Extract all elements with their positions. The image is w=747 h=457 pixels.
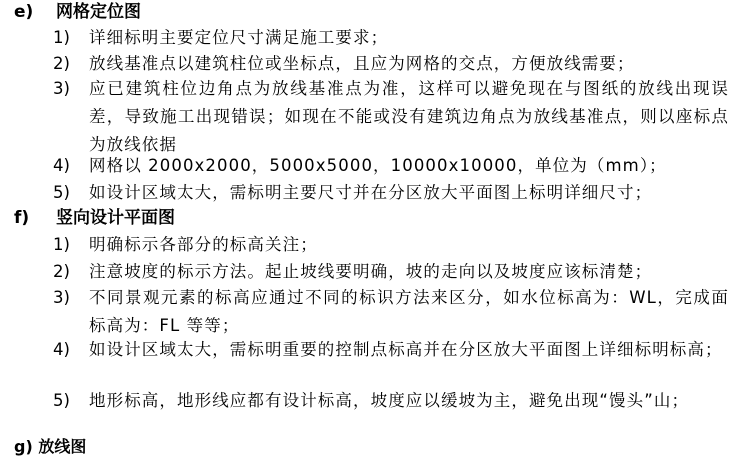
item-number: 1): [53, 235, 70, 254]
list-item: [53, 231, 729, 259]
list-item: [53, 50, 729, 78]
item-number: 4): [53, 340, 70, 359]
list-item: [53, 387, 729, 415]
list-item: [53, 75, 729, 159]
item-text: 不同景观元素的标高应通过不同的标识方法来区分，如水位标高为：WL，完成面标高为：FL 等等；: [89, 288, 729, 335]
list-item: [53, 152, 729, 180]
item-text: 如设计区域太大，需标明主要尺寸并在分区放大平面图上标明详细尺寸；: [89, 183, 653, 202]
item-number: 2): [53, 262, 70, 281]
item-text: 应已建筑柱位边角点为放线基准点为准，这样可以避免现在与图纸的放线出现误差，导致施工出现错误；如现在不能或没有建筑边角点为放线基准点，则以座标点为放线依据: [89, 79, 729, 154]
next-section-heading-partial: g) 放线图: [14, 437, 87, 456]
section-heading-f: [14, 206, 175, 230]
item-number: 3): [53, 79, 70, 98]
list-item: [53, 284, 729, 340]
item-number: 3): [53, 288, 70, 307]
list-item: [53, 258, 729, 286]
item-number: 5): [53, 391, 70, 410]
item-number: 2): [53, 54, 70, 73]
section-heading-e: [14, 0, 141, 24]
item-text: 放线基准点以建筑柱位或坐标点，且应为网格的交点，方便放线需要；: [89, 54, 635, 73]
item-text: 注意坡度的标示方法。起止坡线要明确，坡的走向以及坡度应该标清楚；: [89, 262, 653, 281]
item-text: 明确标示各部分的标高关注；: [89, 235, 318, 254]
list-item: [53, 179, 729, 207]
item-number: 1): [53, 28, 70, 47]
item-text: 地形标高，地形线应都有设计标高，坡度应以缓坡为主，避免出现“馒头”山；: [89, 391, 690, 410]
section-marker: e): [14, 2, 34, 22]
item-text: 如设计区域太大，需标明重要的控制点标高并在分区放大平面图上详细标明标高；: [89, 340, 723, 359]
list-item: [53, 336, 729, 364]
item-text: 网格以 2000x2000，5000x5000，10000x10000，单位为（mm）；: [89, 156, 667, 175]
section-title: 竖向设计平面图: [56, 208, 175, 228]
item-text: 详细标明主要定位尺寸满足施工要求；: [89, 28, 389, 47]
item-number: 5): [53, 183, 70, 202]
section-marker: f): [14, 208, 30, 228]
list-item: [53, 24, 729, 52]
item-number: 4): [53, 156, 70, 175]
section-title: 网格定位图: [56, 2, 141, 22]
